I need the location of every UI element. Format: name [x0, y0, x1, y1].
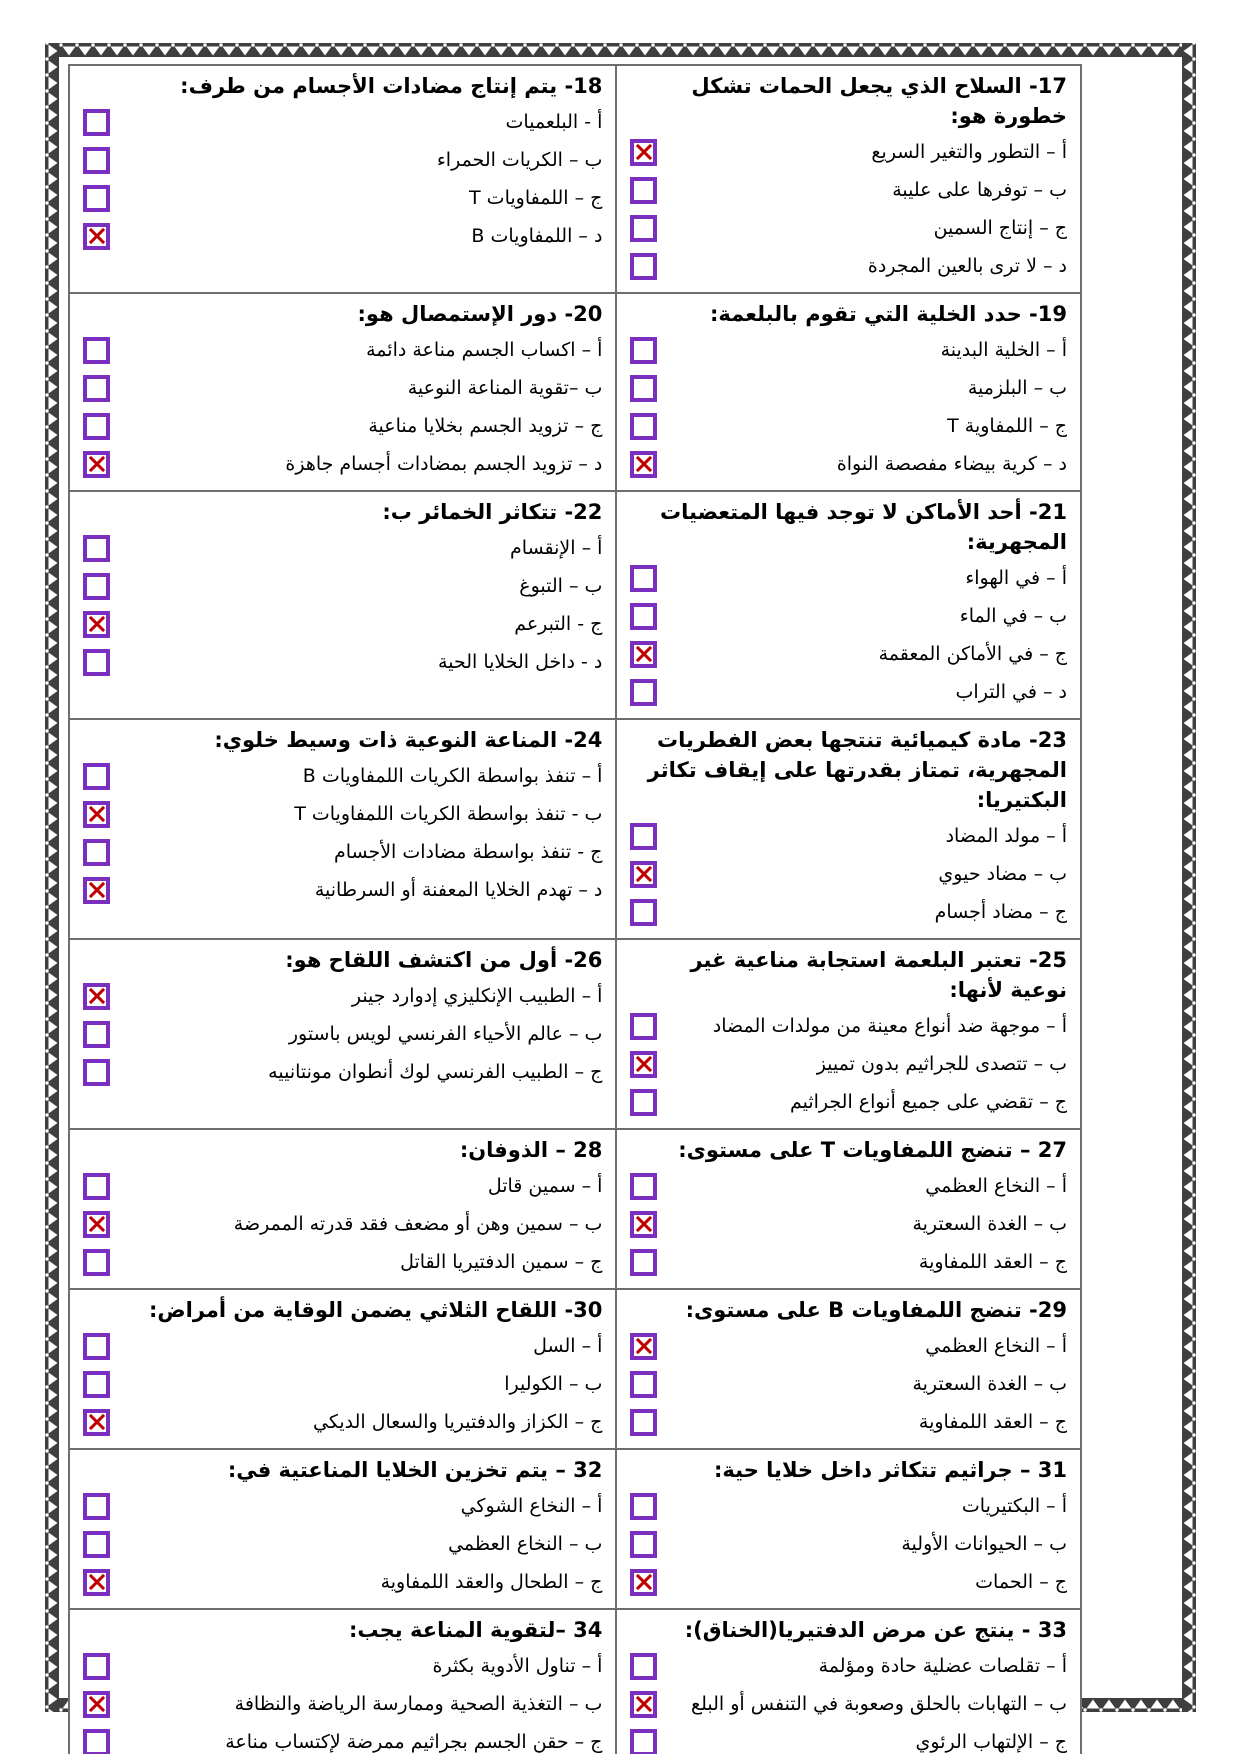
quiz-table [68, 64, 1082, 1754]
empty-checkbox[interactable] [630, 603, 657, 630]
answer-label: ج - التبرعم [514, 613, 603, 635]
answer-label: ب – التبوغ [519, 575, 603, 597]
checked-checkbox[interactable] [83, 1569, 110, 1596]
question-17-cell [615, 66, 1080, 292]
empty-checkbox[interactable] [83, 1531, 110, 1558]
answer-label: أ – الخلية البدينة [940, 339, 1067, 361]
question-21-title: 21- أحد الأماكن لا توجد فيها المتعضيات المجهرية: [660, 500, 1067, 554]
question-27-title: 27 – تنضج اللمفاويات T على مستوى: [678, 1138, 1067, 1162]
empty-checkbox[interactable] [630, 1249, 657, 1276]
answer-label: ج – مضاد أجسام [934, 901, 1067, 923]
answer-option [630, 893, 1067, 931]
question-24-cell [70, 720, 615, 938]
decorative-border-left [45, 43, 59, 1712]
answer-option [630, 635, 1067, 673]
empty-checkbox[interactable] [83, 573, 110, 600]
empty-checkbox[interactable] [83, 1021, 110, 1048]
empty-checkbox[interactable] [630, 565, 657, 592]
question-26-title: 26- أول من اكتشف اللقاح هو: [285, 948, 603, 972]
answer-label: ب – في الماء [959, 605, 1067, 627]
answer-option [83, 1365, 602, 1403]
answer-label: أ – مولد المضاد [945, 825, 1067, 847]
answer-label: ب – عالم الأحياء الفرنسي لويس باستور [288, 1023, 603, 1045]
answer-option [83, 179, 602, 217]
answer-option [630, 1723, 1067, 1754]
question-28-title: 28 – الذوفان: [459, 1138, 603, 1162]
answer-label: ج – تقضي على جميع أنواع الجراثيم [789, 1091, 1067, 1113]
answer-option [630, 1365, 1067, 1403]
answer-option [630, 247, 1067, 285]
answer-option [83, 977, 602, 1015]
answer-label: ب – مضاد حيوي [938, 863, 1067, 885]
quiz-row [70, 718, 1080, 938]
empty-checkbox[interactable] [630, 413, 657, 440]
answer-option [630, 445, 1067, 483]
answer-label: ب – البلزمية [967, 377, 1067, 399]
empty-checkbox[interactable] [83, 109, 110, 136]
empty-checkbox[interactable] [630, 899, 657, 926]
answer-option [83, 1723, 602, 1754]
checked-checkbox[interactable] [83, 223, 110, 250]
answer-label: أ – تناول الأدوية بكثرة [432, 1655, 603, 1677]
empty-checkbox[interactable] [630, 1729, 657, 1754]
question-25-title: 25- تعتبر البلعمة استجابة مناعية غير نوعية لأنها: [690, 948, 1067, 1002]
answer-option [630, 1525, 1067, 1563]
empty-checkbox[interactable] [83, 375, 110, 402]
checked-checkbox[interactable] [630, 1691, 657, 1718]
question-20-title: 20- دور الإستمصال هو: [357, 302, 603, 326]
answer-option [630, 1007, 1067, 1045]
empty-checkbox[interactable] [83, 413, 110, 440]
answer-option [630, 855, 1067, 893]
empty-checkbox[interactable] [630, 679, 657, 706]
answer-option [83, 1647, 602, 1685]
answer-label: د – تزويد الجسم بمضادات أجسام جاهزة [285, 453, 603, 475]
question-24-title: 24- المناعة النوعية ذات وسيط خلوي: [214, 728, 603, 752]
question-29-title: 29- تنضج اللمفاويات B على مستوى: [685, 1298, 1067, 1322]
empty-checkbox[interactable] [83, 763, 110, 790]
answer-label: ب – تتصدى للجراثيم بدون تمييز [816, 1053, 1067, 1075]
answer-label: أ – تنفذ بواسطة الكريات اللمفاويات B [302, 765, 603, 787]
answer-label: أ – في الهواء [965, 567, 1067, 589]
empty-checkbox[interactable] [83, 839, 110, 866]
empty-checkbox[interactable] [83, 535, 110, 562]
answer-option [630, 1487, 1067, 1525]
quiz-row [70, 938, 1080, 1128]
checked-checkbox[interactable] [83, 1409, 110, 1436]
question-22-title: 22- تتكاثر الخمائر ب: [382, 500, 603, 524]
checked-checkbox[interactable] [630, 1051, 657, 1078]
answer-label: ب – الحيوانات الأولية [901, 1533, 1067, 1555]
question-31-title: 31 – جراثيم تتكاثر داخل خلايا حية: [714, 1458, 1067, 1482]
answer-label: ب - تنفذ بواسطة الكريات اللمفاويات T [294, 803, 603, 825]
question-30-cell [70, 1290, 615, 1448]
checked-checkbox[interactable] [83, 801, 110, 828]
answer-label: ب – التغذية الصحية وممارسة الرياضة والنظافة [234, 1693, 603, 1715]
question-31-cell [615, 1450, 1080, 1608]
answer-label: أ – اكساب الجسم مناعة دائمة [366, 339, 603, 361]
answer-label: أ – البكتيريات [961, 1495, 1067, 1517]
answer-option [83, 643, 602, 681]
answer-label: ج – تزويد الجسم بخلايا مناعية [368, 415, 603, 437]
answer-option [83, 103, 602, 141]
empty-checkbox[interactable] [630, 1409, 657, 1436]
decorative-border-top [45, 43, 1196, 57]
question-27-cell [615, 1130, 1080, 1288]
empty-checkbox[interactable] [630, 177, 657, 204]
answer-option [630, 331, 1067, 369]
answer-option [83, 445, 602, 483]
answer-label: ج – إنتاج السمين [933, 217, 1067, 239]
answer-label: ج - تنفذ بواسطة مضادات الأجسام [333, 841, 603, 863]
answer-label: ج – سمين الدفتيريا القاتل [400, 1251, 603, 1273]
answer-option [83, 407, 602, 445]
answer-label: ج – الطحال والعقد اللمفاوية [380, 1571, 603, 1593]
checked-checkbox[interactable] [83, 1211, 110, 1238]
answer-option [83, 833, 602, 871]
checked-checkbox[interactable] [83, 877, 110, 904]
quiz-row [70, 1448, 1080, 1608]
answer-label: ب – الغدة السعترية [912, 1373, 1067, 1395]
answer-label: ج – العقد اللمفاوية [918, 1411, 1067, 1433]
question-22-cell [70, 492, 615, 718]
answer-option [83, 331, 602, 369]
answer-option [630, 1205, 1067, 1243]
empty-checkbox[interactable] [630, 375, 657, 402]
checked-checkbox[interactable] [630, 1333, 657, 1360]
answer-label: أ – الإنقسام [510, 537, 603, 559]
empty-checkbox[interactable] [83, 147, 110, 174]
checked-checkbox[interactable] [630, 641, 657, 668]
empty-checkbox[interactable] [83, 1249, 110, 1276]
question-23-title: 23- مادة كيميائية تنتجها بعض الفطريات المجهرية، تمتاز بقدرتها على إيقاف تكاثر البكتيريا: [647, 728, 1067, 812]
answer-label: ج – الكزاز والدفتيريا والسعال الديكي [313, 1411, 603, 1433]
checked-checkbox[interactable] [83, 983, 110, 1010]
empty-checkbox[interactable] [630, 823, 657, 850]
answer-label: أ – الطبيب الإنكليزي إدوارد جينر [351, 985, 603, 1007]
answer-option [83, 605, 602, 643]
empty-checkbox[interactable] [630, 215, 657, 242]
answer-option [83, 1563, 602, 1601]
question-19-cell [615, 294, 1080, 490]
question-19-title: 19- حدد الخلية التي تقوم بالبلعمة: [710, 302, 1067, 326]
answer-label: أ – موجهة ضد أنواع معينة من مولدات المضاد [712, 1015, 1067, 1037]
answer-option [630, 559, 1067, 597]
checked-checkbox[interactable] [630, 139, 657, 166]
answer-label: ج – اللمفاوية T [947, 415, 1067, 437]
empty-checkbox[interactable] [630, 253, 657, 280]
answer-option [83, 1205, 602, 1243]
answer-option [630, 209, 1067, 247]
answer-option [83, 1403, 602, 1441]
answer-option [83, 1525, 602, 1563]
question-33-title: 33 - ينتج عن مرض الدفتيريا(الخناق): [684, 1618, 1067, 1642]
answer-option [83, 1685, 602, 1723]
answer-label: ب – التهابات بالحلق وصعوبة في التنفس أو البلع [691, 1693, 1067, 1715]
answer-option [83, 871, 602, 909]
checked-checkbox[interactable] [83, 451, 110, 478]
question-34-cell [70, 1610, 615, 1754]
question-26-cell [70, 940, 615, 1128]
answer-label: د – تهدم الخلايا المعفنة أو السرطانية [314, 879, 603, 901]
question-18-cell [70, 66, 615, 292]
question-32-cell [70, 1450, 615, 1608]
answer-label: ج – الطبيب الفرنسي لوك أنطوان مونتانييه [268, 1061, 603, 1083]
answer-label: ب – الكوليرا [504, 1373, 603, 1395]
answer-option [83, 529, 602, 567]
empty-checkbox[interactable] [630, 1653, 657, 1680]
empty-checkbox[interactable] [630, 1173, 657, 1200]
empty-checkbox[interactable] [630, 337, 657, 364]
answer-option [630, 1083, 1067, 1121]
empty-checkbox[interactable] [630, 1531, 657, 1558]
empty-checkbox[interactable] [83, 649, 110, 676]
question-17-title: 17- السلاح الذي يجعل الحمات تشكل خطورة هو: [691, 74, 1067, 128]
answer-label: د – كرية بيضاء مفصصة النواة [836, 453, 1067, 475]
answer-label: أ – النخاع العظمي [925, 1175, 1067, 1197]
answer-label: د - داخل الخلايا الحية [438, 651, 603, 673]
checked-checkbox[interactable] [630, 861, 657, 888]
answer-option [83, 1243, 602, 1281]
answer-label: ج – العقد اللمفاوية [918, 1251, 1067, 1273]
answer-option [630, 1685, 1067, 1723]
answer-label: أ – تقلصات عضلية حادة ومؤلمة [818, 1655, 1067, 1677]
empty-checkbox[interactable] [630, 1013, 657, 1040]
answer-option [630, 1647, 1067, 1685]
answer-label: ب – النخاع العظمي [448, 1533, 603, 1555]
answer-option [630, 133, 1067, 171]
question-21-cell [615, 492, 1080, 718]
answer-option [630, 1327, 1067, 1365]
empty-checkbox[interactable] [630, 1371, 657, 1398]
quiz-row [70, 1288, 1080, 1448]
empty-checkbox[interactable] [83, 1333, 110, 1360]
question-33-cell [615, 1610, 1080, 1754]
answer-label: ب – الكريات الحمراء [436, 149, 603, 171]
answer-option [630, 817, 1067, 855]
question-34-title: 34 –لتقوية المناعة يجب: [349, 1618, 603, 1642]
question-30-title: 30- اللقاح الثلاثي يضمن الوقاية من أمراض: [148, 1298, 603, 1322]
question-25-cell [615, 940, 1080, 1128]
question-18-title: 18- يتم إنتاج مضادات الأجسام من طرف: [180, 74, 603, 98]
answer-option [83, 757, 602, 795]
question-20-cell [70, 294, 615, 490]
answer-label: ب – توفرها على عليبة [892, 179, 1067, 201]
answer-option [83, 567, 602, 605]
answer-label: ج – الإلتهاب الرئوي [915, 1731, 1067, 1753]
answer-label: أ – النخاع الشوكي [460, 1495, 603, 1517]
answer-option [630, 1045, 1067, 1083]
empty-checkbox[interactable] [83, 1493, 110, 1520]
answer-option [83, 1487, 602, 1525]
answer-option [83, 369, 602, 407]
answer-option [630, 1403, 1067, 1441]
answer-option [630, 369, 1067, 407]
checked-checkbox[interactable] [630, 1211, 657, 1238]
answer-label: د – في التراب [955, 681, 1067, 703]
answer-label: أ – النخاع العظمي [925, 1335, 1067, 1357]
answer-label: ج – الحمات [975, 1571, 1067, 1593]
answer-label: أ – التطور والتغير السريع [871, 141, 1067, 163]
question-28-cell [70, 1130, 615, 1288]
answer-label: أ - البلعميات [505, 111, 603, 133]
answer-option [83, 1053, 602, 1091]
checked-checkbox[interactable] [83, 1691, 110, 1718]
quiz-row [70, 1608, 1080, 1754]
answer-label: ب – سمين وهن أو مضعف فقد قدرته الممرضة [233, 1213, 603, 1235]
empty-checkbox[interactable] [83, 1729, 110, 1754]
question-23-cell [615, 720, 1080, 938]
empty-checkbox[interactable] [83, 337, 110, 364]
answer-option [83, 141, 602, 179]
answer-option [630, 1243, 1067, 1281]
answer-label: ب – الغدة السعترية [912, 1213, 1067, 1235]
checked-checkbox[interactable] [630, 1569, 657, 1596]
answer-label: د – اللمفاويات B [471, 225, 603, 247]
question-29-cell [615, 1290, 1080, 1448]
answer-label: أ – سمين قاتل [487, 1175, 603, 1197]
empty-checkbox[interactable] [83, 1371, 110, 1398]
answer-label: ج – في الأماكن المعقمة [878, 643, 1067, 665]
question-32-title: 32 – يتم تخزين الخلايا المناعتية في: [227, 1458, 603, 1482]
answer-label: أ – السل [533, 1335, 603, 1357]
quiz-row [70, 1128, 1080, 1288]
decorative-border-right [1182, 43, 1196, 1712]
answer-option [630, 407, 1067, 445]
answer-option [630, 1167, 1067, 1205]
checked-checkbox[interactable] [83, 611, 110, 638]
answer-option [83, 1167, 602, 1205]
empty-checkbox[interactable] [630, 1089, 657, 1116]
answer-label: ج – حقن الجسم بجراثيم ممرضة لإكتساب مناعة [225, 1731, 603, 1753]
quiz-row [70, 66, 1080, 292]
answer-label: د – لا ترى بالعين المجردة [867, 255, 1067, 277]
answer-option [83, 217, 602, 255]
answer-option [83, 1015, 602, 1053]
quiz-row [70, 490, 1080, 718]
empty-checkbox[interactable] [83, 1059, 110, 1086]
quiz-row [70, 292, 1080, 490]
empty-checkbox[interactable] [630, 1493, 657, 1520]
empty-checkbox[interactable] [83, 185, 110, 212]
answer-option [630, 171, 1067, 209]
answer-option [630, 1563, 1067, 1601]
empty-checkbox[interactable] [83, 1173, 110, 1200]
answer-label: ب –تقوية المناعة النوعية [407, 377, 603, 399]
empty-checkbox[interactable] [83, 1653, 110, 1680]
answer-option [630, 673, 1067, 711]
answer-option [630, 597, 1067, 635]
checked-checkbox[interactable] [630, 451, 657, 478]
answer-label: ج – اللمفاويات T [469, 187, 603, 209]
answer-option [83, 1327, 602, 1365]
answer-option [83, 795, 602, 833]
